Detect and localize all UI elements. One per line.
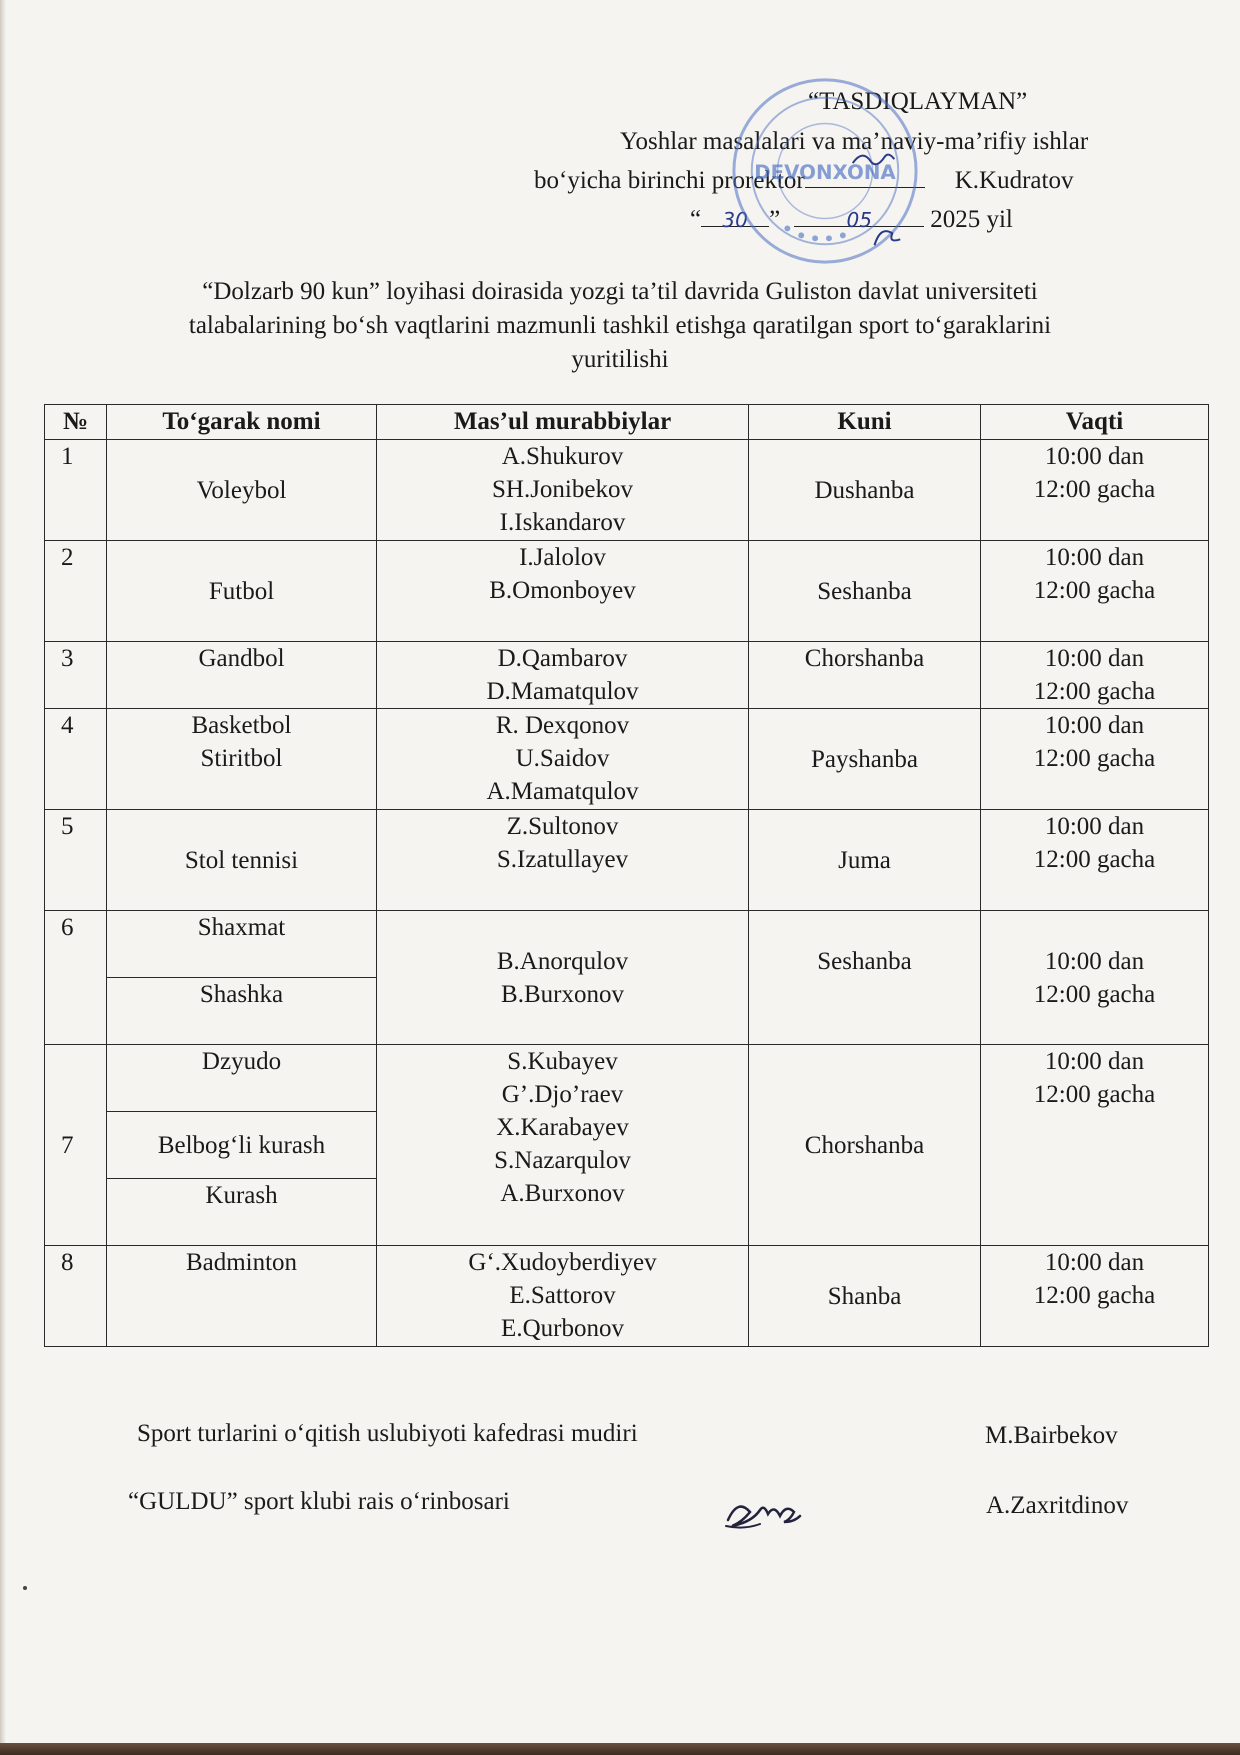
table-row [45,1246,1209,1347]
time-from: 10:00 dan [1044,443,1145,470]
club-name: Stol tennisi [107,810,377,911]
time-to: 12:00 gacha [1033,846,1156,873]
table-row [45,642,1209,709]
header-day: Kuni [749,405,981,440]
date-day-blank [701,206,769,232]
page-bottom-edge [0,1743,1240,1755]
club-name: Kurash [107,1179,377,1246]
stamp-center-text: DEVONXONA [754,160,896,184]
heading-line-1: “Dolzarb 90 kun” loyihasi doirasida yozgi ta’til davrida Guliston davlat universiteti [202,278,1038,305]
approval-block [520,78,1170,248]
time-to: 12:00 gacha [1033,1081,1156,1108]
time-to: 12:00 gacha [1033,745,1156,772]
coach-name: E.Qurbonov [501,1315,624,1342]
approval-position-line: Yoshlar masalalari va ma’naviy-ma’rifiy ishlar [620,128,1089,155]
header-coaches: Mas’ul murabbiylar [377,405,749,440]
coach-name: S.Kubayev [507,1048,618,1075]
coach-name: S.Izatullayev [496,846,629,873]
date-year: 2025 yil [930,206,1013,233]
club-name: Gandbol [107,642,377,709]
coach-name: R. Dexqonov [495,712,630,739]
coach-name: D.Mamatqulov [486,678,639,705]
table-row [45,911,1209,978]
day-cell: Dushanba [749,440,981,541]
club-name: Badminton [107,1246,377,1347]
club-name: Shaxmat [107,911,377,978]
time-cell [981,642,1209,709]
coach-name: Z.Sultonov [506,813,619,840]
coaches-cell [377,440,749,541]
schedule-table [44,404,1209,1347]
footer-name-2: A.Zaxritdinov [986,1492,1129,1519]
time-from: 10:00 dan [1044,1249,1145,1276]
time-cell [981,440,1209,541]
time-from: 10:00 dan [1044,813,1145,840]
time-from: 10:00 dan [1044,947,1145,975]
time-cell [981,1246,1209,1347]
time-cell [981,911,1209,1045]
time-from: 10:00 dan [1044,544,1145,571]
coach-name: B.Omonboyev [489,577,636,604]
date-month: 05 [846,208,872,232]
coaches-cell [377,1045,749,1246]
time-to: 12:00 gacha [1033,1282,1156,1309]
coaches-cell [377,541,749,642]
approval-date-line [690,206,1013,234]
row-number: 2 [45,541,107,642]
row-number: 4 [45,709,107,810]
footer-role-2: “GULDU” sport klubi rais o‘rinbosari [128,1488,510,1515]
heading-line-2: talabalarining bo‘sh vaqtlarini mazmunli tashkil etishga qaratilgan sport to‘garaklarini [188,312,1052,339]
row-number: 5 [45,810,107,911]
time-to: 12:00 gacha [1033,980,1156,1008]
date-open-quote: “ [690,206,702,233]
coach-name: G’.Djo’raev [501,1081,624,1108]
scan-speck [23,1586,27,1590]
footer-name-1: M.Bairbekov [985,1422,1118,1449]
coach-name: A.Burxonov [500,1180,625,1207]
header-number: № [45,405,107,440]
coach-name: B.Anorqulov [496,947,629,975]
coach-name: I.Iskandarov [499,509,626,536]
coach-name: X.Karabayev [496,1114,629,1141]
coaches-cell [377,911,749,1045]
day-cell: Chorshanba [749,1045,981,1246]
coach-name: SH.Jonibekov [492,476,633,503]
table-row [45,541,1209,642]
coach-name: A.Mamatqulov [486,778,639,805]
coaches-cell [377,810,749,911]
coach-name: B.Burxonov [501,980,624,1008]
time-to: 12:00 gacha [1033,476,1156,503]
approval-title: “TASDIQLAYMAN” [808,88,1028,115]
coach-name: E.Sattorov [509,1282,616,1309]
date-month-blank [794,206,924,232]
header-club-name: To‘garak nomi [107,405,377,440]
day-cell: Seshanba [749,541,981,642]
table-row [45,709,1209,810]
club-name: Belbog‘li kurash [107,1112,377,1179]
coach-name: A.Shukurov [501,443,624,470]
time-cell [981,810,1209,911]
table-row [45,1045,1209,1112]
time-cell [981,709,1209,810]
row-number: 8 [45,1246,107,1347]
date-day: 30 [722,208,748,232]
table-header-row [45,405,1209,440]
row-number: 7 [45,1045,107,1246]
time-cell [981,1045,1209,1246]
club-name: Dzyudo [107,1045,377,1112]
time-from: 10:00 dan [1044,712,1145,739]
footer-role-1: Sport turlarini o‘qitish uslubiyoti kafedrasi mudiri [137,1420,638,1447]
day-cell: Payshanba [749,709,981,810]
time-from: 10:00 dan [1044,1048,1145,1075]
time-to: 12:00 gacha [1033,577,1156,604]
club-name-cell [107,709,377,810]
coach-name: G‘.Xudoyberdiyev [468,1249,657,1276]
coaches-cell [377,642,749,709]
row-number: 6 [45,911,107,1045]
time-cell [981,541,1209,642]
approval-signer-line [534,167,1073,195]
day-cell: Juma [749,810,981,911]
approval-signer-name: K.Kudratov [954,167,1074,194]
coach-name: D.Qambarov [497,645,628,672]
club-name: Voleybol [107,440,377,541]
club-name: Stiritbol [200,745,283,772]
time-to: 12:00 gacha [1033,678,1156,705]
signature-blank [805,167,925,188]
day-cell: Shanba [749,1246,981,1347]
club-name: Futbol [107,541,377,642]
approval-position-suffix: bo‘yicha birinchi prorektor [534,167,805,194]
coach-name: U.Saidov [515,745,610,772]
table-row [45,440,1209,541]
club-name: Basketbol [191,712,292,739]
coaches-cell [377,1246,749,1347]
header-time: Vaqti [981,405,1209,440]
coach-name: S.Nazarqulov [494,1147,631,1174]
day-cell: Seshanba [749,911,981,1045]
date-close-quote: ” [769,206,781,233]
club-name: Shashka [107,978,377,1045]
table-row [45,810,1209,911]
heading-line-3: yuritilishi [571,346,669,373]
coach-name: I.Jalolov [519,544,606,571]
handwritten-signature [722,1490,822,1540]
time-from: 10:00 dan [1044,645,1145,672]
coaches-cell [377,709,749,810]
document-heading [110,275,1130,377]
row-number: 1 [45,440,107,541]
day-cell: Chorshanba [749,642,981,709]
page-edge-shadow [0,0,6,1755]
row-number: 3 [45,642,107,709]
